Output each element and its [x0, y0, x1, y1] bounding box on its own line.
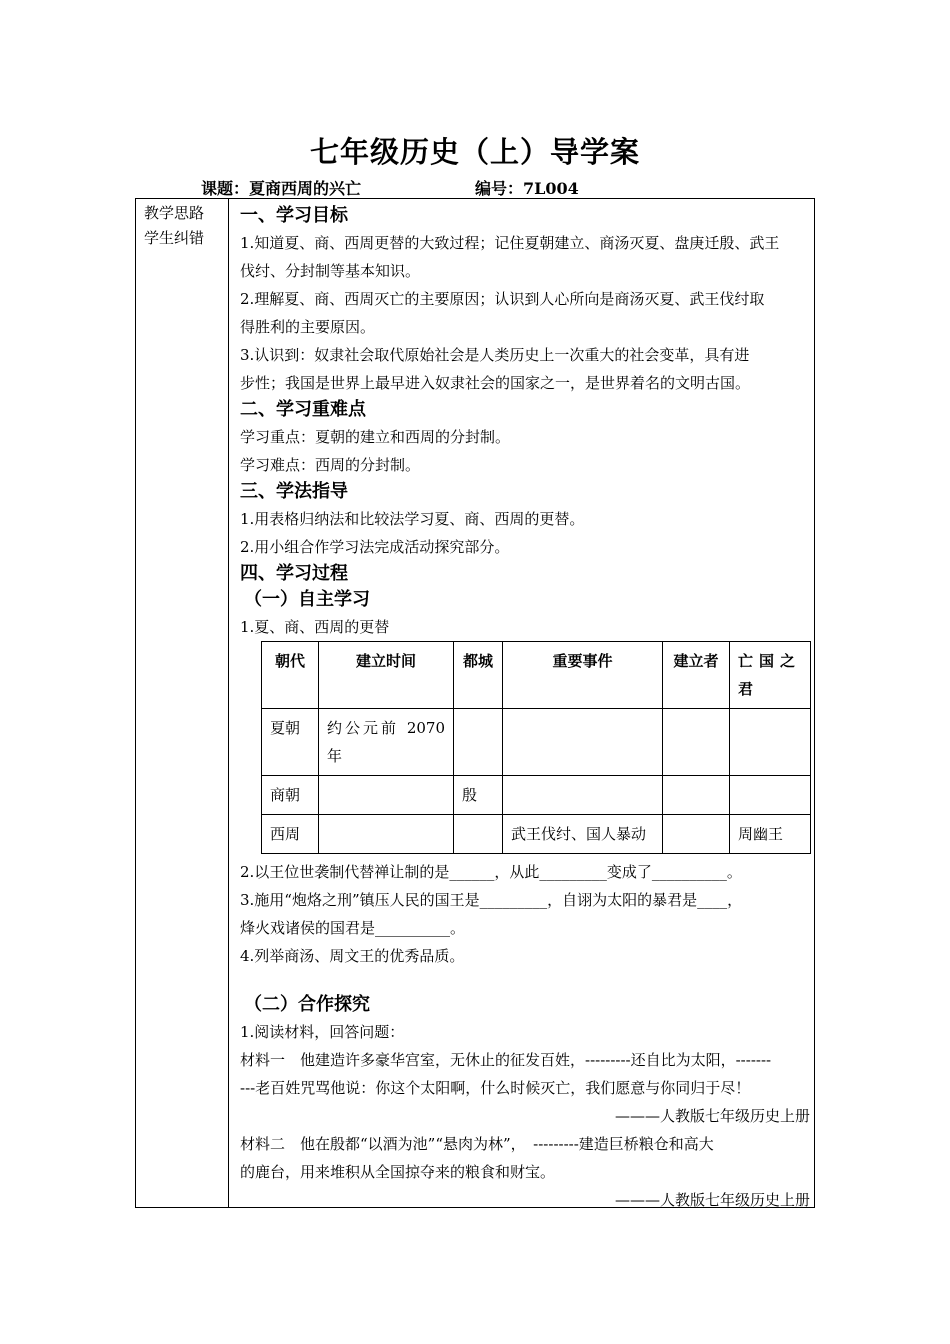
- inquiry-instruction: 1.阅读材料，回答问题：: [240, 1023, 405, 1041]
- table-cell: [319, 815, 454, 854]
- table-cell: [503, 776, 663, 815]
- table-header: 建立时间: [319, 642, 454, 709]
- lesson-number: 编号：7L004: [475, 179, 579, 198]
- material-2-line-1: 材料二 他在殷都“以酒为池”“悬肉为林”， ---------建造巨桥粮仓和高大: [240, 1135, 714, 1153]
- table-cell: 周幽王: [730, 815, 811, 854]
- material-2-citation: ———人教版七年级历史上册: [614, 1191, 810, 1209]
- lesson-content: [240, 203, 810, 1214]
- left-label-1: 教学思路: [144, 204, 205, 222]
- objective-line: 2.理解夏、商、西周灭亡的主要原因；认识到人心所向是商汤灭夏、武王伐纣取: [240, 290, 765, 308]
- left-label-2: 学生纠错: [144, 229, 205, 247]
- table-cell: 约公元前 2070 年: [319, 709, 454, 776]
- material-2-line-2: 的鹿台，用来堆积从全国掠夺来的粮食和财宝。: [240, 1163, 556, 1181]
- table-header: 亡国之君: [730, 642, 811, 709]
- table-cell: 西周: [262, 815, 319, 854]
- table-header: 建立者: [663, 642, 730, 709]
- table-cell: 武王伐纣、国人暴动: [503, 815, 663, 854]
- method-line: 1.用表格归纳法和比较法学习夏、商、西周的更替。: [240, 510, 585, 528]
- objective-line: 伐纣、分封制等基本知识。: [240, 262, 421, 280]
- keypoint-line: 学习难点：西周的分封制。: [240, 456, 421, 474]
- material-1-line-2: ---老百姓咒骂他说：你这个太阳啊，什么时候灭亡，我们愿意与你同归于尽！: [240, 1079, 751, 1097]
- objective-line: 步性；我国是世界上最早进入奴隶社会的国家之一，是世界着名的文明古国。: [240, 374, 751, 392]
- section-heading-process: 四、学习过程: [240, 563, 348, 584]
- question-4: 4.列举商汤、周文王的优秀品质。: [240, 947, 465, 965]
- section-heading-keypoints: 二、学习重难点: [240, 399, 366, 420]
- table-row: [262, 815, 811, 854]
- material-1-citation: ———人教版七年级历史上册: [614, 1107, 810, 1125]
- keypoint-line: 学习重点：夏朝的建立和西周的分封制。: [240, 428, 511, 446]
- question-3-line-2: 烽火戏诸侯的国君是__________。: [240, 919, 466, 937]
- question-2: 2.以王位世袭制代替禅让制的是______，从此_________变成了__________。: [240, 863, 742, 881]
- table-header: 重要事件: [503, 642, 663, 709]
- table-row: [262, 776, 811, 815]
- table-cell: [319, 776, 454, 815]
- table-header: 都城: [454, 642, 503, 709]
- self-study-item-1: 1.夏、商、西周的更替: [240, 618, 390, 636]
- table-cell: 商朝: [262, 776, 319, 815]
- table-cell: [730, 776, 811, 815]
- table-cell: 殷: [454, 776, 503, 815]
- left-column: [136, 199, 229, 1207]
- lesson-frame: [135, 198, 815, 1208]
- table-header: 朝代: [262, 642, 319, 709]
- table-cell: [454, 815, 503, 854]
- table-cell: [663, 709, 730, 776]
- document-title: 七年级历史（上）导学案: [309, 135, 640, 169]
- table-cell: [454, 709, 503, 776]
- dynasty-table: [261, 641, 811, 854]
- table-header-row: [262, 642, 811, 709]
- section-heading-objectives: 一、学习目标: [240, 205, 348, 226]
- subsection-cooperative-inquiry: （二）合作探究: [244, 994, 370, 1015]
- table-cell: [663, 815, 730, 854]
- table-cell: [663, 776, 730, 815]
- table-cell: 夏朝: [262, 709, 319, 776]
- objective-line: 1.知道夏、商、西周更替的大致过程；记住夏朝建立、商汤灭夏、盘庚迁殷、武王: [240, 234, 780, 252]
- objective-line: 得胜利的主要原因。: [240, 318, 376, 336]
- section-heading-methods: 三、学法指导: [240, 481, 348, 502]
- subsection-self-study: （一）自主学习: [244, 589, 370, 610]
- question-3-line-1: 3.施用“炮烙之刑”镇压人民的国王是_________，自诩为太阳的暴君是____，: [240, 891, 743, 909]
- table-cell: [503, 709, 663, 776]
- method-line: 2.用小组合作学习法完成活动探究部分。: [240, 538, 510, 556]
- table-row: [262, 709, 811, 776]
- material-1-line-1: 材料一 他建造许多豪华宫室，无休止的征发百姓，---------还自比为太阳，-------: [240, 1051, 772, 1069]
- objective-line: 3.认识到：奴隶社会取代原始社会是人类历史上一次重大的社会变革，具有进: [240, 346, 750, 364]
- lesson-topic: 课题：夏商西周的兴亡: [201, 179, 362, 198]
- table-cell: [730, 709, 811, 776]
